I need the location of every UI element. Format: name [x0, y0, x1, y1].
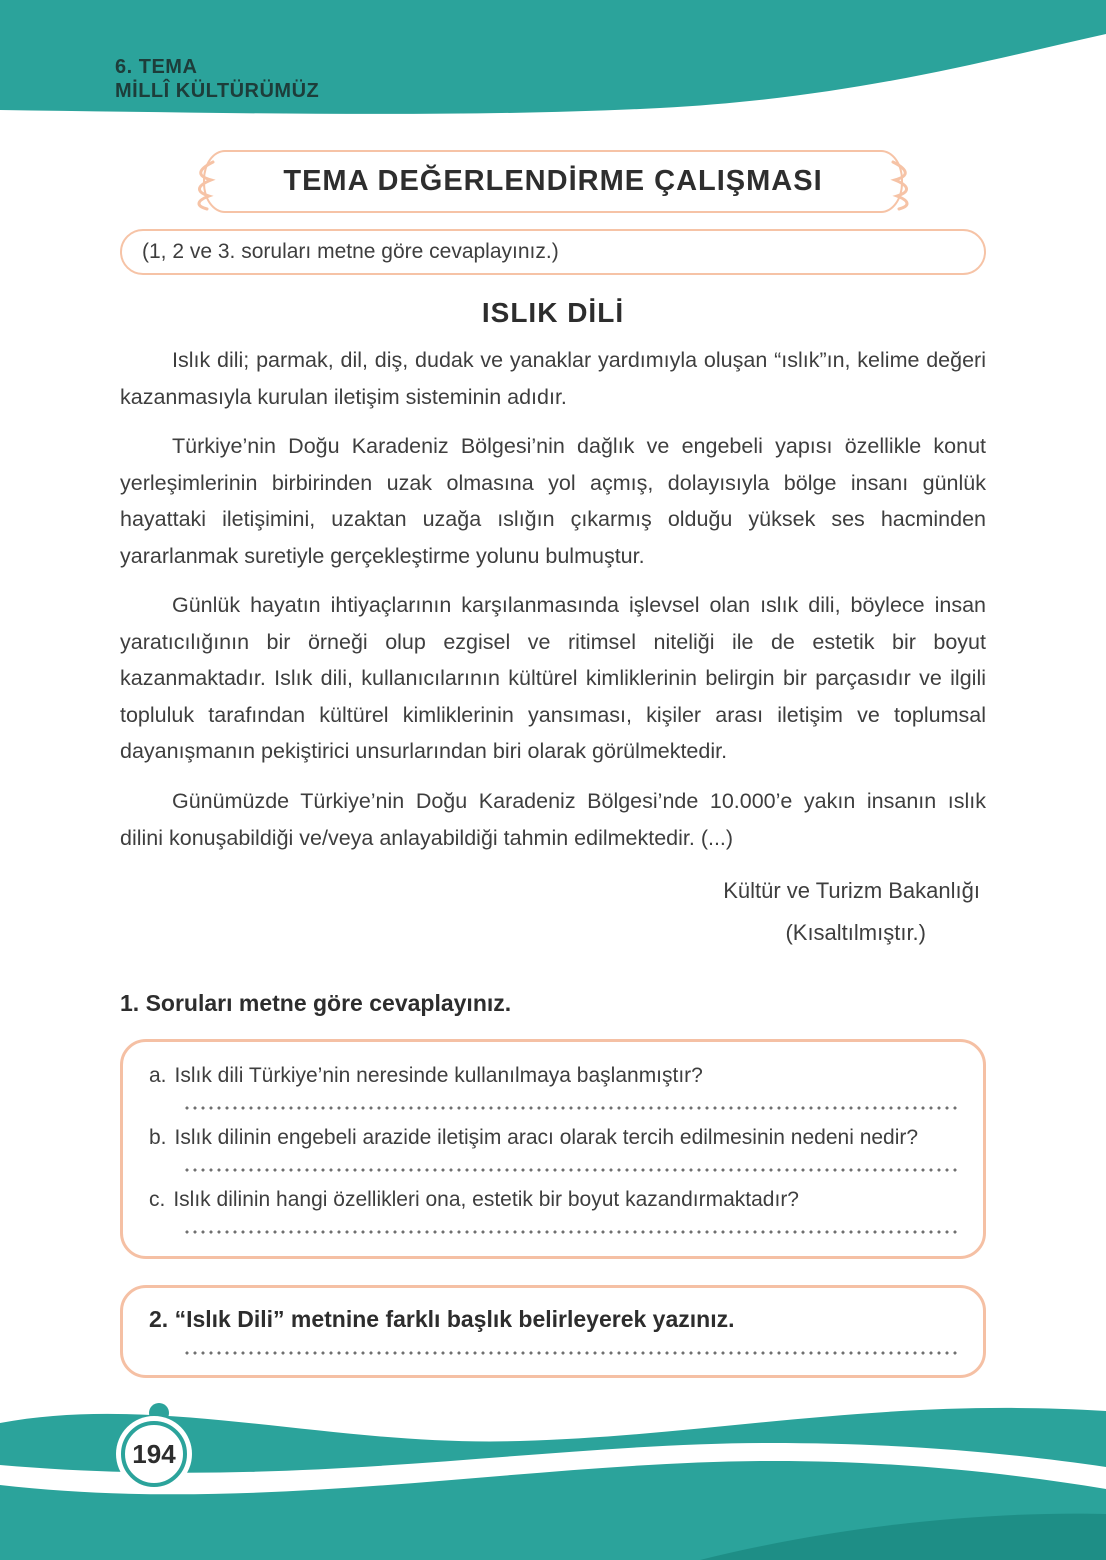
page-number-badge	[121, 1421, 187, 1487]
footer-dot-graphic	[149, 1403, 169, 1423]
banner-squiggle-icon	[191, 156, 217, 214]
question-1b	[149, 1126, 957, 1150]
question-1c	[149, 1188, 957, 1212]
paragraph: Islık dili; parmak, dil, diş, dudak ve yanaklar yardımıyla oluşan “ıslık”ın, kelime değeri kazanmasıyla kurulan iletişim sisteminin adıdır.	[120, 348, 986, 409]
theme-label	[115, 55, 319, 103]
question-2-text: 2. “Islık Dili” metnine farklı başlık belirleyerek yazınız.	[149, 1306, 735, 1333]
reading-text-title: ISLIK DİLİ	[481, 297, 625, 328]
question-1-heading: 1. Soruları metne göre cevaplayınız.	[120, 990, 512, 1017]
evaluation-banner	[203, 150, 903, 213]
instruction-note: (1, 2 ve 3. soruları metne göre cevaplayınız.)	[120, 229, 986, 275]
theme-number: 6. TEMA	[115, 56, 198, 78]
question-1-answer-box	[120, 1039, 986, 1259]
page-number: 194	[132, 1438, 176, 1469]
footer	[0, 1385, 1106, 1560]
question-1c-label: c.	[149, 1188, 166, 1212]
theme-title: MİLLÎ KÜLTÜRÜMÜZ	[115, 80, 320, 102]
question-2-box	[120, 1285, 986, 1378]
question-1c-text: Islık dilinin hangi özellikleri ona, estetik bir boyut kazandırmaktadır?	[173, 1188, 799, 1212]
banner-squiggle-icon	[889, 156, 915, 214]
question-1a-text: Islık dili Türkiye’nin neresinde kullanılmaya başlanmıştır?	[174, 1064, 703, 1088]
source-note: (Kısaltılmıştır.)	[785, 920, 926, 946]
answer-line-1c[interactable]	[183, 1230, 957, 1234]
answer-line-2[interactable]	[183, 1351, 957, 1355]
paragraph: Türkiye’nin Doğu Karadeniz Bölgesi’nin dağlık ve engebeli yapısı özellikle konut yerleşimlerinin birbirinden uzak olmasına yol açmış, dolayısıyla bölge insanı günlük hayattaki iletişimini, uzaktan uzağa ıslığın çıkarmış olduğu yüksek ses hacminden yararlanmak suretiyle gerçekleştirme yolunu bulmuştur.	[120, 434, 986, 568]
question-1b-text: Islık dilinin engebeli arazide iletişim aracı olarak tercih edilmesinin nedeni nedir?	[174, 1126, 919, 1150]
question-1a	[149, 1064, 957, 1088]
reading-text	[120, 297, 986, 946]
header-band-graphic	[0, 0, 1106, 120]
question-1a-label: a.	[149, 1064, 167, 1088]
page-title: TEMA DEĞERLENDİRME ÇALIŞMASI	[283, 165, 823, 197]
paragraph: Günümüzde Türkiye’nin Doğu Karadeniz Bölgesi’nde 10.000’e yakın insanın ıslık dilini konuşabildiği ve/veya anlayabildiği tahmin edilmektedir. (...)	[120, 789, 986, 850]
question-1b-label: b.	[149, 1126, 167, 1150]
paragraph: Günlük hayatın ihtiyaçlarının karşılanmasında işlevsel olan ıslık dili, böylece insan yaratıcılığının bir örneği olup ezgisel ve ritimsel niteliği ile de estetik bir boyut kazanmaktadır. Islık dili, kullanıcılarının kültürel kimliklerinin belirgin bir parçasıdır ve ilgili topluluk tarafından kültürel kimliklerinin yansıması, kişiler arası iletişim ve toplumsal dayanışmanın pekiştirici unsurlarından biri olarak görülmektedir.	[120, 593, 986, 764]
answer-line-1a[interactable]	[183, 1106, 957, 1110]
source-attribution: Kültür ve Turizm Bakanlığı	[723, 878, 980, 904]
answer-line-1b[interactable]	[183, 1168, 957, 1172]
page-content	[0, 130, 1106, 1378]
